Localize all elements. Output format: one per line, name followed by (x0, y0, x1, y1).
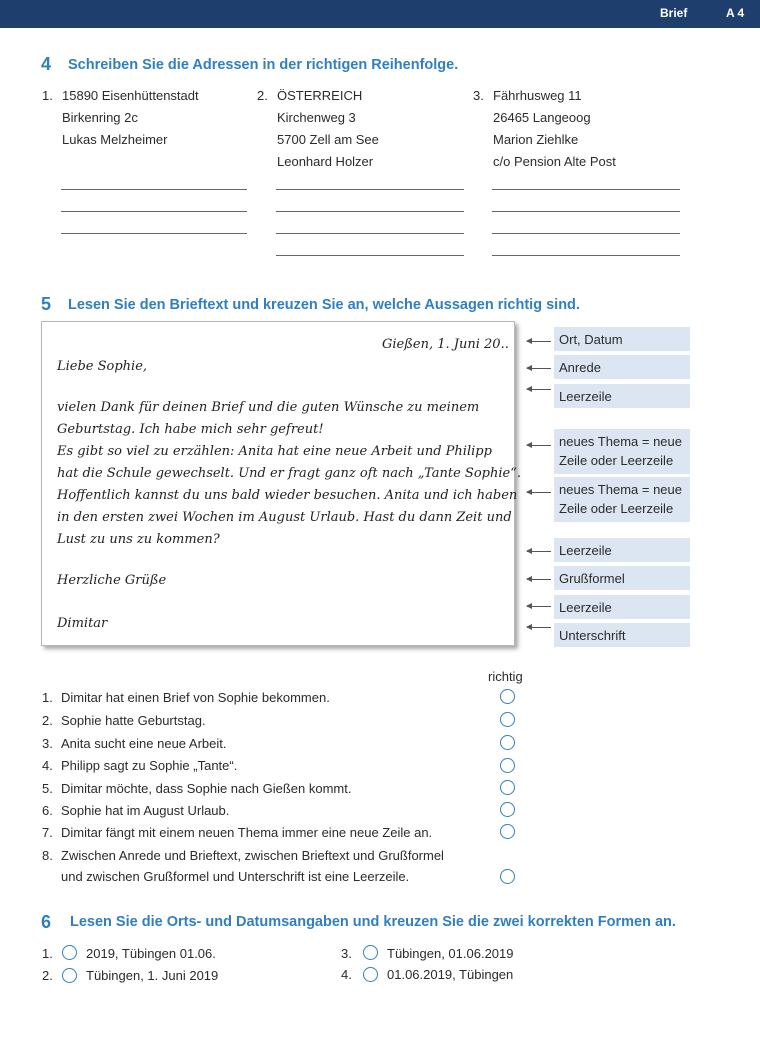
answer-checkbox[interactable] (500, 802, 515, 817)
statement-number: 1. (42, 690, 53, 705)
arrow-left-icon (527, 606, 551, 607)
statement-text: Philipp sagt zu Sophie „Tante“. (61, 758, 238, 773)
letter-part-label: Leerzeile (554, 538, 690, 562)
statement-number: 7. (42, 825, 53, 840)
option-radio[interactable] (363, 945, 378, 960)
letter-part-label: Anrede (554, 355, 690, 379)
letter-body-line: hat die Schule gewechselt. Und er fragt ganz oft nach „Tante Sophie“. (57, 466, 521, 481)
writing-line[interactable] (492, 189, 680, 190)
letter-salutation: Liebe Sophie, (57, 359, 148, 374)
arrow-left-icon (527, 579, 551, 580)
arrow-left-icon (527, 389, 551, 390)
address-line: 26465 Langeoog (493, 110, 591, 125)
address-line: Birkenring 2c (62, 110, 138, 125)
header-bar (0, 0, 760, 28)
arrow-left-icon (527, 492, 551, 493)
address-line: 15890 Eisenhüttenstadt (62, 88, 199, 103)
statement-number: 5. (42, 781, 53, 796)
arrow-left-icon (527, 341, 551, 342)
address-line: c/o Pension Alte Post (493, 154, 616, 169)
address-line: Lukas Melzheimer (62, 132, 168, 147)
letter-body-line: vielen Dank für deinen Brief und die guten Wünsche zu meinem (57, 400, 480, 415)
address-line: Kirchenweg 3 (277, 110, 356, 125)
statement-text: Sophie hat im August Urlaub. (61, 803, 230, 818)
option-2-number: 2. (42, 968, 53, 983)
address-line: 5700 Zell am See (277, 132, 379, 147)
writing-line[interactable] (276, 189, 464, 190)
statement-text: Dimitar fängt mit einem neuen Thema immer eine neue Zeile an. (61, 825, 433, 840)
letter-date: Gießen, 1. Juni 20.. (382, 337, 509, 352)
statement-number: 8. (42, 848, 53, 863)
letter-body-line: Geburtstag. Ich habe mich sehr gefreut! (57, 422, 324, 437)
statement-text: Zwischen Anrede und Brieftext, zwischen Brieftext und Grußformel (61, 848, 444, 863)
writing-line[interactable] (492, 211, 680, 212)
address-number: 2. (257, 88, 268, 103)
arrow-left-icon (527, 627, 551, 628)
letter-body-line: Es gibt so viel zu erzählen: Anita hat eine neue Arbeit und Philipp (57, 444, 492, 459)
writing-line[interactable] (61, 189, 247, 190)
statement-number: 4. (42, 758, 53, 773)
option-1-number: 1. (42, 946, 53, 961)
address-line: Leonhard Holzer (277, 154, 374, 169)
statement-text: Dimitar hat einen Brief von Sophie bekommen. (61, 690, 330, 705)
letter-body-line: Lust zu uns zu kommen? (57, 532, 220, 547)
writing-line[interactable] (61, 211, 247, 212)
address-number: 3. (473, 88, 484, 103)
arrow-left-icon (527, 368, 551, 369)
answer-checkbox[interactable] (500, 689, 515, 704)
exercise-5-title: Lesen Sie den Brieftext und kreuzen Sie an, welche Aussagen richtig sind. (68, 297, 580, 313)
option-radio[interactable] (62, 968, 77, 983)
option-4-number: 4. (341, 967, 352, 982)
statement-number: 2. (42, 713, 53, 728)
exercise-4-number: 4 (41, 54, 52, 74)
statement-text-line2: und zwischen Grußformel und Unterschrift ist eine Leerzeile. (61, 869, 410, 884)
letter-part-label: Leerzeile (554, 384, 690, 408)
writing-line[interactable] (276, 233, 464, 234)
statement-number: 6. (42, 803, 53, 818)
option-radio[interactable] (363, 967, 378, 982)
address-line: ÖSTERREICH (277, 88, 363, 103)
letter-closing: Herzliche Grüße (57, 573, 167, 588)
writing-line[interactable] (276, 211, 464, 212)
statement-text: Sophie hatte Geburtstag. (61, 713, 206, 728)
letter-body-line: Hoffentlich kannst du uns bald wieder besuchen. Anita und ich haben (57, 488, 518, 503)
exercise-5-number: 5 (41, 294, 52, 314)
letter-part-label: neues Thema = neue Zeile oder Leerzeile (554, 429, 690, 474)
exercise-6-title: Lesen Sie die Orts- und Datumsangaben und kreuzen Sie die zwei korrekten Formen an. (70, 914, 676, 930)
exercise-4-title: Schreiben Sie die Adressen in der richtigen Reihenfolge. (68, 57, 459, 73)
option-1-text: 2019, Tübingen 01.06. (86, 946, 216, 961)
arrow-left-icon (527, 551, 551, 552)
writing-line[interactable] (492, 233, 680, 234)
statement-text: Anita sucht eine neue Arbeit. (61, 736, 227, 751)
option-4-text: 01.06.2019, Tübingen (387, 967, 514, 982)
answer-checkbox[interactable] (500, 712, 515, 727)
option-3-number: 3. (341, 946, 352, 961)
letter-part-label: Unterschrift (554, 623, 690, 647)
page-number: A 4 (726, 6, 745, 20)
letter-box (41, 321, 521, 646)
answer-checkbox[interactable] (500, 869, 515, 884)
letter-body-line: in den ersten zwei Wochen im August Urlaub. Hast du dann Zeit und (57, 510, 512, 525)
statement-number: 3. (42, 736, 53, 751)
writing-line[interactable] (492, 255, 680, 256)
statement-text: Dimitar möchte, dass Sophie nach Gießen kommt. (61, 781, 352, 796)
arrow-left-icon (527, 445, 551, 446)
letter-part-label: neues Thema = neue Zeile oder Leerzeile (554, 477, 690, 522)
answer-checkbox[interactable] (500, 735, 515, 750)
letter-part-label: Leerzeile (554, 595, 690, 619)
option-radio[interactable] (62, 945, 77, 960)
answer-checkbox[interactable] (500, 780, 515, 795)
option-3-text: Tübingen, 01.06.2019 (387, 946, 514, 961)
letter-part-label: Ort, Datum (554, 327, 690, 351)
option-2-text: Tübingen, 1. Juni 2019 (86, 968, 219, 983)
address-line: Marion Ziehlke (493, 132, 579, 147)
writing-line[interactable] (61, 233, 247, 234)
answer-checkbox[interactable] (500, 824, 515, 839)
address-line: Fährhusweg 11 (493, 88, 582, 103)
address-number: 1. (42, 88, 53, 103)
letter-part-label: Grußformel (554, 566, 690, 590)
section-title: Brief (660, 6, 688, 20)
column-header-richtig: richtig (488, 669, 523, 684)
exercise-6-number: 6 (41, 912, 52, 932)
letter-signature: Dimitar (57, 616, 108, 631)
writing-line[interactable] (276, 255, 464, 256)
answer-checkbox[interactable] (500, 758, 515, 773)
